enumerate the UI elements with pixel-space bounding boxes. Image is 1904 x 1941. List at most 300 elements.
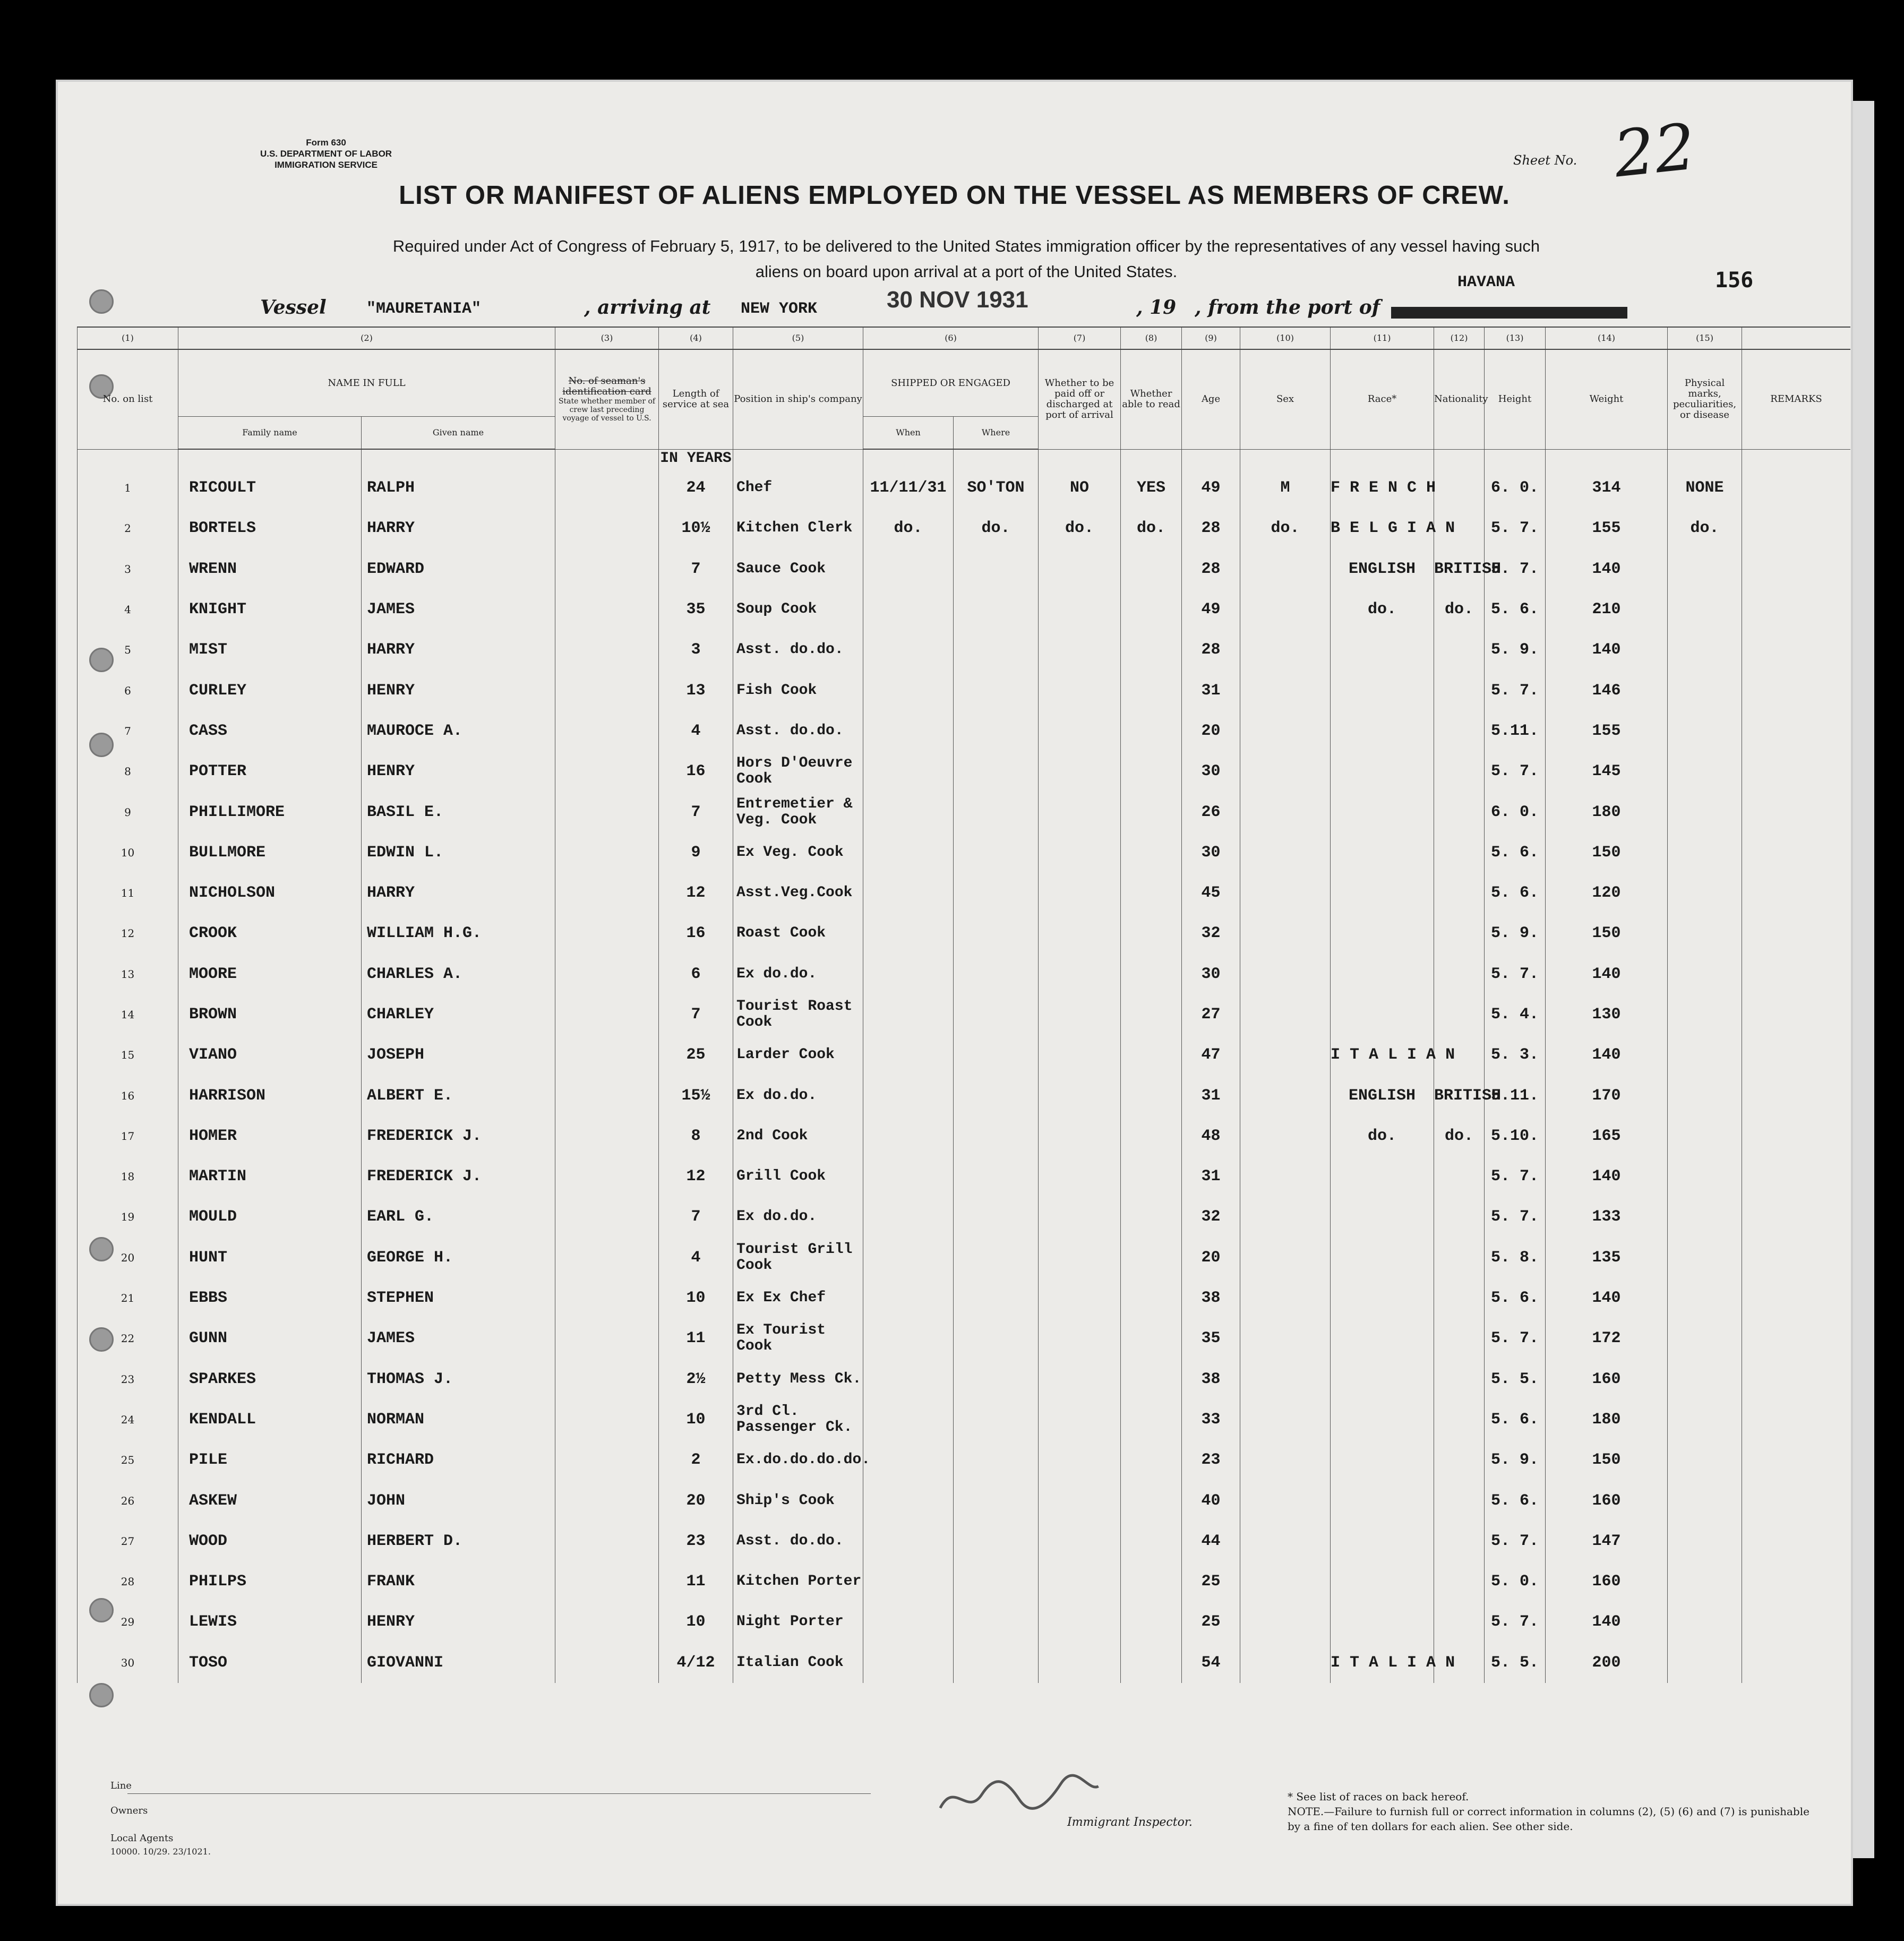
shipped-when: [863, 1399, 954, 1440]
remarks: [1742, 549, 1850, 589]
age: 31: [1182, 670, 1240, 710]
height: 5. 5.: [1485, 1359, 1546, 1399]
table-row: [78, 711, 1851, 751]
header-sex: Sex: [1240, 349, 1331, 449]
sex: [1240, 711, 1331, 751]
seaman-check: [555, 1602, 659, 1642]
able-to-read: [1121, 1440, 1182, 1480]
table-row: [78, 1359, 1851, 1399]
nationality: [1434, 670, 1485, 710]
age: 28: [1182, 508, 1240, 548]
sex: [1240, 1561, 1331, 1602]
header-race: Race*: [1331, 349, 1434, 449]
header-seaman-card: [555, 349, 659, 449]
seaman-check: [555, 1643, 659, 1683]
age: 26: [1182, 792, 1240, 832]
weight: 150: [1546, 832, 1668, 873]
column-number: (10): [1240, 327, 1331, 349]
paid-off: [1039, 711, 1121, 751]
paid-off: [1039, 549, 1121, 589]
length-of-service: 24: [659, 468, 733, 508]
length-of-service: 8: [659, 1116, 733, 1156]
in-years-label: IN YEARS: [659, 449, 733, 468]
header-name: NAME IN FULL: [178, 349, 555, 417]
nationality: [1434, 792, 1485, 832]
given-name: RALPH: [362, 468, 555, 508]
paid-off: [1039, 1359, 1121, 1399]
paid-off: [1039, 670, 1121, 710]
date-stamp: 30 NOV 1931: [887, 287, 1028, 313]
family-name: PILE: [178, 1440, 362, 1480]
seaman-check: [555, 711, 659, 751]
seaman-check: [555, 1156, 659, 1197]
height: 5. 6.: [1485, 1480, 1546, 1521]
remarks: [1742, 1238, 1850, 1278]
shipped-when: 11/11/31: [863, 468, 954, 508]
sex: [1240, 792, 1331, 832]
table-row: [78, 1440, 1851, 1480]
race: [1331, 954, 1434, 994]
table-row: [78, 1197, 1851, 1237]
position: 2nd Cook: [733, 1116, 863, 1156]
given-name: JOSEPH: [362, 1035, 555, 1075]
given-name: HENRY: [362, 670, 555, 710]
age: 31: [1182, 1075, 1240, 1115]
shipped-where: [954, 792, 1039, 832]
seaman-check: [555, 1561, 659, 1602]
shipped-where: [954, 1318, 1039, 1359]
column-number: (4): [659, 327, 733, 349]
remarks: [1742, 1116, 1850, 1156]
physical-marks: [1668, 589, 1742, 630]
list-number: 23: [78, 1359, 178, 1399]
sex: [1240, 873, 1331, 913]
shipped-when: [863, 1197, 954, 1237]
shipped-where: [954, 1197, 1039, 1237]
height: 5. 7.: [1485, 1521, 1546, 1561]
given-name: FREDERICK J.: [362, 1116, 555, 1156]
list-number: 19: [78, 1197, 178, 1237]
footnote-penalty: NOTE.—Failure to furnish full or correct information in columns (2), (5) (6) and (7) is punishable by a fine of ten dollars for each alien. See other side.: [1288, 1805, 1809, 1833]
weight: 160: [1546, 1480, 1668, 1521]
age: 28: [1182, 549, 1240, 589]
physical-marks: [1668, 751, 1742, 792]
given-name: CHARLES A.: [362, 954, 555, 994]
race: [1331, 832, 1434, 873]
age: 20: [1182, 1238, 1240, 1278]
physical-marks: [1668, 711, 1742, 751]
column-number: (1): [78, 327, 178, 349]
weight: 170: [1546, 1075, 1668, 1115]
seaman-check: [555, 954, 659, 994]
length-of-service: 7: [659, 549, 733, 589]
weight: 147: [1546, 1521, 1668, 1561]
shipped-where: [954, 832, 1039, 873]
paid-off: [1039, 1318, 1121, 1359]
seaman-check: [555, 1278, 659, 1318]
given-name: WILLIAM H.G.: [362, 913, 555, 954]
shipped-where: [954, 630, 1039, 670]
family-name: KENDALL: [178, 1399, 362, 1440]
seaman-check: [555, 1197, 659, 1237]
shipped-when: [863, 1359, 954, 1399]
list-number: 15: [78, 1035, 178, 1075]
column-number: (8): [1121, 327, 1182, 349]
race: [1331, 630, 1434, 670]
length-of-service: 10: [659, 1602, 733, 1642]
position: 3rd Cl. Passenger Ck.: [733, 1399, 863, 1440]
given-name: FREDERICK J.: [362, 1156, 555, 1197]
able-to-read: [1121, 954, 1182, 994]
sex: [1240, 549, 1331, 589]
seaman-check: [555, 670, 659, 710]
able-to-read: [1121, 792, 1182, 832]
family-name: LEWIS: [178, 1602, 362, 1642]
shipped-where: [954, 954, 1039, 994]
list-number: 12: [78, 913, 178, 954]
able-to-read: [1121, 1238, 1182, 1278]
column-number: (3): [555, 327, 659, 349]
table-row: [78, 508, 1851, 548]
from-port: HAVANA: [1457, 273, 1515, 291]
remarks: [1742, 994, 1850, 1035]
physical-marks: [1668, 832, 1742, 873]
family-name: HOMER: [178, 1116, 362, 1156]
length-of-service: 15½: [659, 1075, 733, 1115]
header-age: Age: [1182, 349, 1240, 449]
nationality: [1434, 832, 1485, 873]
position: Hors D'Oeuvre Cook: [733, 751, 863, 792]
service: IMMIGRATION SERVICE: [275, 160, 378, 170]
position: Entremetier & Veg. Cook: [733, 792, 863, 832]
given-name: BASIL E.: [362, 792, 555, 832]
able-to-read: [1121, 1116, 1182, 1156]
height: 5. 3.: [1485, 1035, 1546, 1075]
weight: 160: [1546, 1561, 1668, 1602]
length-of-service: 3: [659, 630, 733, 670]
remarks: [1742, 1359, 1850, 1399]
shipped-where: [954, 1440, 1039, 1480]
table-row: [78, 468, 1851, 508]
table-row: [78, 1561, 1851, 1602]
paid-off: [1039, 832, 1121, 873]
physical-marks: [1668, 1197, 1742, 1237]
physical-marks: [1668, 1318, 1742, 1359]
weight: 140: [1546, 1156, 1668, 1197]
list-number: 29: [78, 1602, 178, 1642]
race: [1331, 1278, 1434, 1318]
position: Ex Tourist Cook: [733, 1318, 863, 1359]
remarks: [1742, 630, 1850, 670]
remarks: [1742, 468, 1850, 508]
header-row: [78, 349, 1851, 417]
sex: [1240, 670, 1331, 710]
length-of-service: 11: [659, 1561, 733, 1602]
weight: 133: [1546, 1197, 1668, 1237]
remarks: [1742, 751, 1850, 792]
remarks: [1742, 913, 1850, 954]
sex: [1240, 1238, 1331, 1278]
shipped-when: [863, 630, 954, 670]
list-number: 25: [78, 1440, 178, 1480]
remarks: [1742, 832, 1850, 873]
seaman-check: [555, 913, 659, 954]
column-number: (5): [733, 327, 863, 349]
table-row: [78, 1278, 1851, 1318]
list-number: 9: [78, 792, 178, 832]
nationality: [1434, 873, 1485, 913]
age: 30: [1182, 954, 1240, 994]
shipped-where: [954, 1238, 1039, 1278]
nationality: [1434, 913, 1485, 954]
height: 5. 7.: [1485, 1156, 1546, 1197]
position: Ex.do.do.do.do.: [733, 1440, 863, 1480]
age: 33: [1182, 1399, 1240, 1440]
height: 5. 7.: [1485, 751, 1546, 792]
seaman-check: [555, 1318, 659, 1359]
paid-off: [1039, 873, 1121, 913]
column-number: (13): [1485, 327, 1546, 349]
length-of-service: 7: [659, 994, 733, 1035]
given-name: MAUROCE A.: [362, 711, 555, 751]
race: [1331, 1156, 1434, 1197]
nationality: [1434, 1359, 1485, 1399]
weight: 140: [1546, 954, 1668, 994]
given-name: JOHN: [362, 1480, 555, 1521]
list-number: 1: [78, 468, 178, 508]
able-to-read: [1121, 873, 1182, 913]
age: 25: [1182, 1602, 1240, 1642]
height: 5. 7.: [1485, 1197, 1546, 1237]
remarks: [1742, 1278, 1850, 1318]
weight: 200: [1546, 1643, 1668, 1683]
height: 5. 7.: [1485, 1602, 1546, 1642]
sex: [1240, 1643, 1331, 1683]
given-name: HARRY: [362, 508, 555, 548]
shipped-where: [954, 1643, 1039, 1683]
height: 5. 6.: [1485, 873, 1546, 913]
race: [1331, 1602, 1434, 1642]
seaman-check: [555, 1399, 659, 1440]
table-row: [78, 1643, 1851, 1683]
nationality: do.: [1434, 589, 1485, 630]
list-number: 2: [78, 508, 178, 548]
given-name: EDWIN L.: [362, 832, 555, 873]
race: [1331, 711, 1434, 751]
age: 49: [1182, 589, 1240, 630]
able-to-read: [1121, 832, 1182, 873]
able-to-read: [1121, 630, 1182, 670]
age: 30: [1182, 832, 1240, 873]
able-to-read: [1121, 711, 1182, 751]
sex: [1240, 1278, 1331, 1318]
line-label: Line: [110, 1780, 132, 1791]
physical-marks: [1668, 670, 1742, 710]
header-where: Where: [954, 417, 1039, 450]
family-name: SPARKES: [178, 1359, 362, 1399]
family-name: WRENN: [178, 549, 362, 589]
physical-marks: [1668, 994, 1742, 1035]
list-number: 10: [78, 832, 178, 873]
position: Ex Veg. Cook: [733, 832, 863, 873]
shipped-where: do.: [954, 508, 1039, 548]
length-of-service: 16: [659, 913, 733, 954]
remarks: [1742, 1318, 1850, 1359]
physical-marks: [1668, 549, 1742, 589]
physical-marks: [1668, 1440, 1742, 1480]
sex: [1240, 913, 1331, 954]
agents-label: Local Agents: [110, 1833, 174, 1844]
shipped-when: [863, 1480, 954, 1521]
race: ENGLISH: [1331, 1075, 1434, 1115]
seaman-check: [555, 873, 659, 913]
position: Italian Cook: [733, 1643, 863, 1683]
nationality: [1434, 711, 1485, 751]
remarks: [1742, 1197, 1850, 1237]
paid-off: [1039, 1440, 1121, 1480]
sheet-number-label: Sheet No.: [1513, 153, 1577, 168]
sex: [1240, 1197, 1331, 1237]
given-name: FRANK: [362, 1561, 555, 1602]
weight: 130: [1546, 994, 1668, 1035]
paid-off: NO: [1039, 468, 1121, 508]
seaman-check: [555, 792, 659, 832]
list-number: 20: [78, 1238, 178, 1278]
header-nationality: Nationality: [1434, 349, 1485, 449]
table-row: [78, 1156, 1851, 1197]
seaman-check: [555, 1035, 659, 1075]
able-to-read: [1121, 670, 1182, 710]
vessel-label: Vessel: [260, 296, 327, 319]
list-number: 13: [78, 954, 178, 994]
seaman-check: [555, 1440, 659, 1480]
shipped-when: [863, 1116, 954, 1156]
paid-off: [1039, 1521, 1121, 1561]
height: 5. 0.: [1485, 1561, 1546, 1602]
shipped-where: [954, 1602, 1039, 1642]
position: Asst. do.do.: [733, 1521, 863, 1561]
header-family: Family name: [178, 417, 362, 450]
paid-off: [1039, 1238, 1121, 1278]
able-to-read: [1121, 1480, 1182, 1521]
sex: [1240, 1399, 1331, 1440]
physical-marks: [1668, 1561, 1742, 1602]
weight: 180: [1546, 1399, 1668, 1440]
family-name: MOULD: [178, 1197, 362, 1237]
remarks: [1742, 1480, 1850, 1521]
shipped-when: [863, 1602, 954, 1642]
shipped-when: [863, 1156, 954, 1197]
shipped-where: [954, 549, 1039, 589]
able-to-read: [1121, 1643, 1182, 1683]
remarks: [1742, 589, 1850, 630]
shipped-where: [954, 670, 1039, 710]
shipped-where: [954, 873, 1039, 913]
family-name: EBBS: [178, 1278, 362, 1318]
table-row: [78, 1480, 1851, 1521]
sex: [1240, 1318, 1331, 1359]
physical-marks: [1668, 1602, 1742, 1642]
table-row: [78, 1116, 1851, 1156]
column-number: (11): [1331, 327, 1434, 349]
column-number: [1742, 327, 1850, 349]
subtitle-line-1: Required under Act of Congress of February 5, 1917, to be delivered to the United States immigration officer by the representatives of any vessel having such: [392, 237, 1540, 255]
paid-off: [1039, 1197, 1121, 1237]
shipped-where: [954, 1399, 1039, 1440]
height: 5.10.: [1485, 1116, 1546, 1156]
given-name: HARRY: [362, 873, 555, 913]
length-of-service: 7: [659, 1197, 733, 1237]
remarks: [1742, 792, 1850, 832]
shipped-when: [863, 1035, 954, 1075]
weight: 160: [1546, 1359, 1668, 1399]
owners-label: Owners: [110, 1805, 148, 1816]
remarks: [1742, 670, 1850, 710]
shipped-where: SO'TON: [954, 468, 1039, 508]
given-name: EDWARD: [362, 549, 555, 589]
seaman-check: [555, 1075, 659, 1115]
height: 5. 7.: [1485, 670, 1546, 710]
footnote: [1288, 1789, 1824, 1834]
able-to-read: [1121, 1075, 1182, 1115]
department: U.S. DEPARTMENT OF LABOR: [260, 149, 392, 159]
shipped-where: [954, 589, 1039, 630]
length-of-service: 12: [659, 873, 733, 913]
header-height: Height: [1485, 349, 1546, 449]
age: 49: [1182, 468, 1240, 508]
table-row: [78, 1075, 1851, 1115]
able-to-read: [1121, 589, 1182, 630]
length-of-service: 13: [659, 670, 733, 710]
nationality: [1434, 994, 1485, 1035]
position: Tourist Grill Cook: [733, 1238, 863, 1278]
race: [1331, 873, 1434, 913]
age: 27: [1182, 994, 1240, 1035]
sex: [1240, 1116, 1331, 1156]
list-number: 5: [78, 630, 178, 670]
given-name: CHARLEY: [362, 994, 555, 1035]
family-name: BORTELS: [178, 508, 362, 548]
race: F R E N C H: [1331, 468, 1434, 508]
physical-marks: [1668, 630, 1742, 670]
given-name: THOMAS J.: [362, 1359, 555, 1399]
header-paid: Whether to be paid off or discharged at port of arrival: [1039, 349, 1121, 449]
shipped-where: [954, 1075, 1039, 1115]
remarks: [1742, 1035, 1850, 1075]
seaman-check: [555, 994, 659, 1035]
list-number: 18: [78, 1156, 178, 1197]
family-name: RICOULT: [178, 468, 362, 508]
family-name: BROWN: [178, 994, 362, 1035]
paid-off: do.: [1039, 508, 1121, 548]
given-name: HARRY: [362, 630, 555, 670]
length-of-service: 35: [659, 589, 733, 630]
table-row: [78, 670, 1851, 710]
crew-rows: [78, 468, 1851, 1683]
physical-marks: [1668, 954, 1742, 994]
weight: 140: [1546, 630, 1668, 670]
weight: 150: [1546, 913, 1668, 954]
list-number: 14: [78, 994, 178, 1035]
subtitle-line-2: aliens on board upon arrival at a port of the United States.: [755, 262, 1178, 281]
list-number: 16: [78, 1075, 178, 1115]
weight: 155: [1546, 508, 1668, 548]
seaman-check: [555, 549, 659, 589]
header-length: Length of service at sea: [659, 349, 733, 449]
family-name: BULLMORE: [178, 832, 362, 873]
sex: [1240, 1440, 1331, 1480]
shipped-when: [863, 954, 954, 994]
